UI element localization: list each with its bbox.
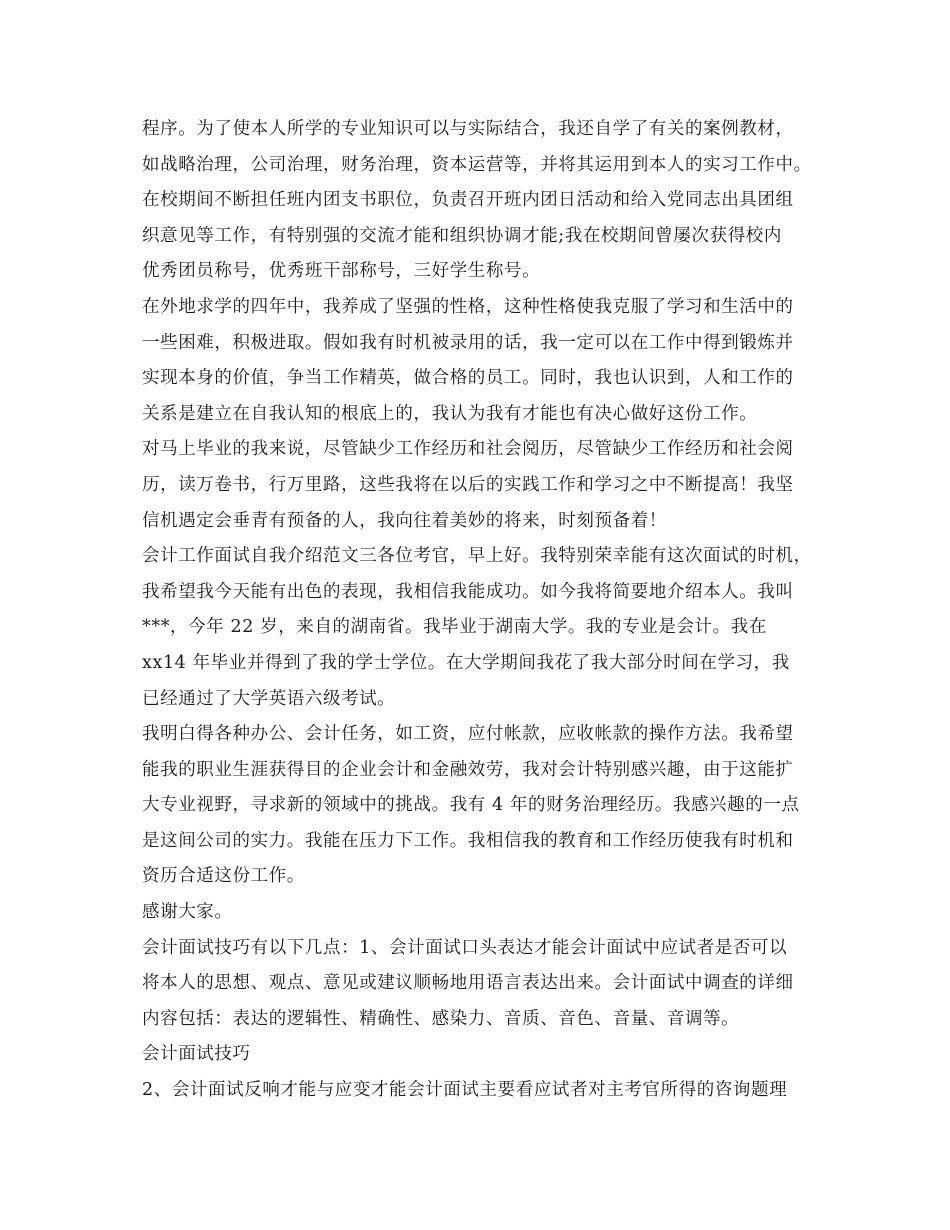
text-line: 程序。为了使本人所学的专业知识可以与实际结合，我还自学了有关的案例教材， <box>142 119 794 139</box>
text-line: 已经通过了大学英语六级考试。 <box>142 688 396 709</box>
text-line: 我希望我今天能有出色的表现，我相信我能成功。如今我将简要地介绍本人。我叫 <box>142 581 794 602</box>
text-line: 我明白得各种办公、会计任务，如工资，应付帐款，应收帐款的操作方法。我希望 <box>142 724 794 745</box>
document-body <box>142 112 822 1109</box>
text-line: 在校期间不断担任班内团支书职位，负责召开班内团日活动和给入党同志出具团组 <box>142 190 794 211</box>
text-line: 会计面试技巧有以下几点：1、会计面试口头表达才能会计面试中应试者是否可以 <box>142 937 788 958</box>
text-line: 关系是建立在自我认知的根底上的，我认为我有才能也有决心做好这份工作。 <box>142 403 758 424</box>
text-line: 2、会计面试反响才能与应变才能会计面试主要看应试者对主考官所得的咨询题理 <box>142 1080 788 1101</box>
text-line: 大专业视野，寻求新的领域中的挑战。我有 4 年的财务治理经历。我感兴趣的一点 <box>142 795 800 816</box>
text-line: 实现本身的价值，争当工作精英，做合格的员工。同时，我也认识到，人和工作的 <box>142 368 794 389</box>
text-line: 历，读万卷书，行万里路，这些我将在以后的实践工作和学习之中不断提高！我坚 <box>142 474 794 495</box>
text-line: 会计面试技巧 <box>142 1044 251 1065</box>
text-line: xx14 年毕业并得到了我的学士学位。在大学期间我花了我大部分时间在学习，我 <box>142 652 790 673</box>
text-line: 能我的职业生涯获得目的企业会计和金融效劳，我对会计特别感兴趣，由于这能扩 <box>142 759 794 780</box>
text-line: 一些困难，积极进取。假如我有时机被录用的话，我一定可以在工作中得到锻炼并 <box>142 332 794 353</box>
text-line: 信机遇定会垂青有预备的人，我向往着美妙的将来，时刻预备着！ <box>142 510 667 531</box>
text-line: 织意见等工作，有特别强的交流才能和组织协调才能;我在校期间曾屡次获得校内 <box>142 225 782 246</box>
text-line: 感谢大家。 <box>142 902 233 923</box>
text-line: 对马上毕业的我来说，尽管缺少工作经历和社会阅历，尽管缺少工作经历和社会阅 <box>142 439 794 460</box>
text-line: 优秀团员称号，优秀班干部称号，三好学生称号。 <box>142 261 541 282</box>
text-line: 是这间公司的实力。我能在压力下工作。我相信我的教育和工作经历使我有时机和 <box>142 830 794 851</box>
text-line: 在外地求学的四年中，我养成了坚强的性格，这种性格使我克服了学习和生活中的 <box>142 296 794 317</box>
text-line: 如战略治理，公司治理，财务治理，资本运营等，并将其运用到本人的实习工作中。 <box>142 154 812 175</box>
text-line: 会计工作面试自我介绍范文三各位考官，早上好。我特别荣幸能有这次面试的时机， <box>142 546 812 567</box>
text-line: ***，今年 22 岁，来自的湖南省。我毕业于湖南大学。我的专业是会计。我在 <box>142 617 767 638</box>
text-line: 资历合适这份工作。 <box>142 866 305 887</box>
text-line: 将本人的思想、观点、意见或建议顺畅地用语言表达出来。会计面试中调查的详细 <box>142 973 794 994</box>
text-line: 内容包括：表达的逻辑性、精确性、感染力、音质、音色、音量、音调等。 <box>142 1008 740 1029</box>
